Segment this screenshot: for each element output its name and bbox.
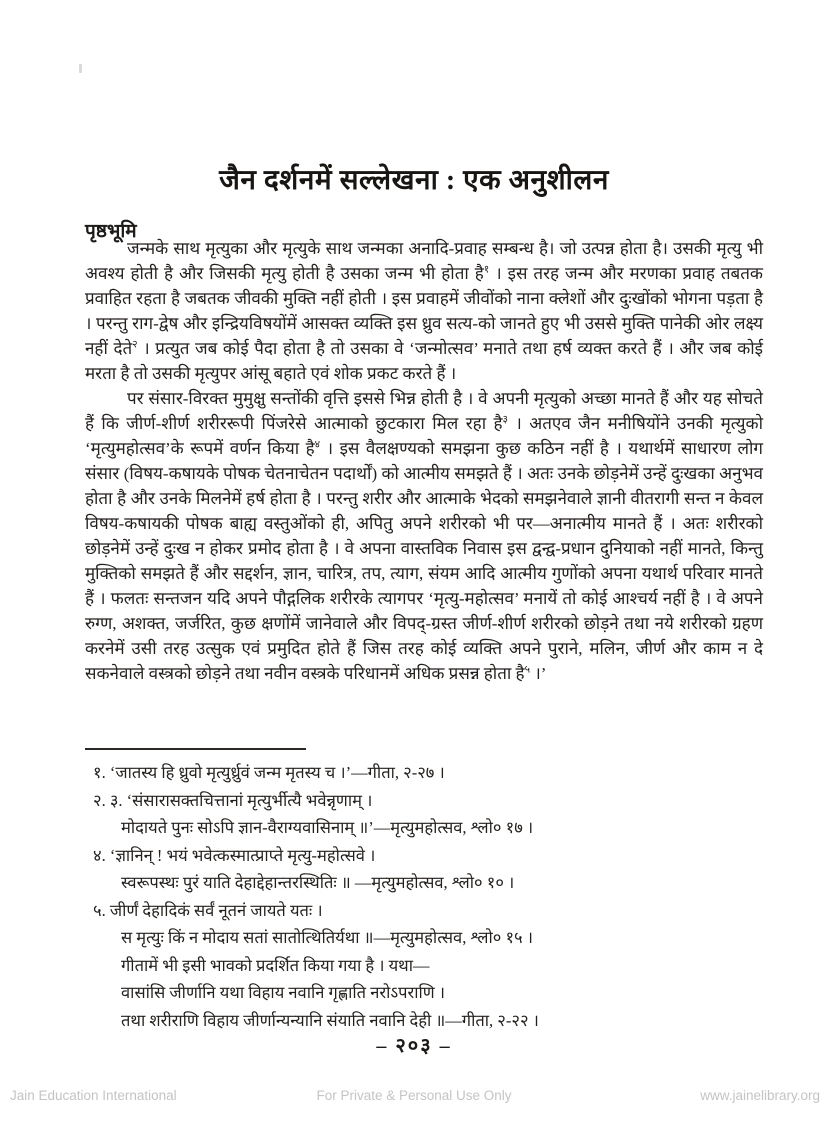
footnote-line: २. ३. ‘संसारासक्तचित्तानां मृत्युर्भीत्यै भवेन्नृणाम् । (93, 790, 373, 810)
footnote-line: मोदायते पुनः सोऽपि ज्ञान-वैराग्यवासिनाम् ॥’—मृत्युमहोत्सव, श्लो० १७ । (121, 818, 534, 837)
footnote-line: स मृत्युः किं न मोदाय सतां सातोत्थितिर्यथा ॥—मृत्युमहोत्सव, श्लो० १५ । (121, 928, 533, 947)
footer-usage-note: For Private & Personal Use Only (316, 1088, 512, 1103)
footnote-line: वासांसि जीर्णानि यथा विहाय नवानि गृह्णाति नरोऽपराणि । (121, 983, 446, 1002)
footnote-ref: ४ (314, 439, 321, 451)
footnote-ref: २ (132, 339, 138, 351)
footnote-ref: ३ (502, 414, 509, 426)
page-title: जैन दर्शनमें सल्लेखना : एक अनुशीलन (219, 164, 609, 196)
footnote-line: १. ‘जातस्य हि ध्रुवो मृत्युर्ध्रुवं जन्म मृतस्य च ।’—गीता, २-२७ । (93, 763, 445, 782)
footnote-line: गीतामें भी इसी भावको प्रदर्शित किया गया है । यथा— (121, 955, 430, 975)
body-text (85, 236, 763, 686)
footnotes-list (85, 759, 765, 1034)
footnote-ref: ५ (524, 664, 531, 676)
scan-artifact (79, 64, 82, 73)
footer-publisher: Jain Education International (10, 1088, 177, 1103)
paragraph: पर संसार-विरक्त मुमुक्षु सन्तोंकी वृत्ति इससे भिन्न होती है । वे अपनी मृत्युको अच्छा मानते हैं और यह सोचते हैं कि जीर्ण-शीर्ण शरीररूपी पिंजरेसे आत्माको छुटकारा मिल रहा है$^३$ । अतएव जैन मनीषियोंने उनकी मृत्युको ‘मृत्युमहोत्सव’के रूपमें वर्णन किया है$^४$ । इस वैलक्षण्यको समझना कुछ कठिन नहीं है । यथार्थमें साधारण लोग संसार (विषय-कषायके पोषक चेतनाचेतन पदार्थों) को आत्मीय समझते हैं । अतः उनके छोड़नेमें उन्हें दुःखका अनुभव होता है और उनके मिलनेमें हर्ष होता है । परन्तु शरीर और आत्माके भेदको समझनेवाले ज्ञानी वीतरागी सन्त न केवल विषय-कषायकी पोषक बाह्य वस्तुओंको ही, अपितु अपने शरीरको भी पर—अनात्मीय मानते हैं । अतः शरीरको छोड़नेमें उन्हें दुःख न होकर प्रमोद होता है । वे अपना वास्तविक निवास इस द्वन्द्व-प्रधान दुनियाको नहीं मानते, किन्तु मुक्तिको समझते हैं और सद्दर्शन, ज्ञान, चारित्र, तप, त्याग, संयम आदि आत्मीय गुणोंको अपना यथार्थ परिवार मानते हैं । फलतः सन्तजन यदि अपने पौद्गलिक शरीरके त्यागपर ‘मृत्यु-महोत्सव’ मनायें तो कोई आश्चर्य नहीं है । वे अपने रुग्ण, अशक्त, जर्जरित, कुछ क्षणोंमें जानेवाले और विपद्-ग्रस्त जीर्ण-शीर्ण शरीरको छोड़ने तथा नये शरीरको ग्रहण करनेमें उसी तरह उत्सुक एवं प्रमुदित होते हैं जिस तरह कोई व्यक्ति अपने पुराने, मलिन, जीर्ण और काम न दे सकनेवाले वस्त्रको छोड़ने तथा नवीन वस्त्रके परिधानमें अधिक प्रसन्न होता है$^५$ ।’ (85, 389, 763, 683)
page-footer (0, 1088, 828, 1108)
footnote-separator (85, 748, 306, 750)
footnote-line: स्वरूपस्थः पुरं याति देहाद्देहान्तरस्थितिः ॥ —मृत्युमहोत्सव, श्लो० १० । (121, 873, 515, 892)
footnote-line: तथा शरीराणि विहाय जीर्णान्यन्यानि संयाति नवानि देही ॥—गीता, २-२२ । (121, 1010, 539, 1030)
footnote-line: ४. ‘ज्ञानिन् ! भयं भवेत्कस्मात्प्राप्ते मृत्यु-महोत्सवे । (93, 845, 376, 865)
page-number: – २०३ – (376, 1035, 452, 1057)
paragraph: जन्मके साथ मृत्युका और मृत्युके साथ जन्मका अनादि-प्रवाह सम्बन्ध है। जो उत्पन्न होता है। उसकी मृत्यु भी अवश्य होती है और जिसकी मृत्यु होती है उसका जन्म भी होता है$^१$ । इस तरह जन्म और मरणका प्रवाह तबतक प्रवाहित रहता है जबतक जीवकी मुक्ति नहीं होती । इस प्रवाहमें जीवोंको नाना क्लेशों और दुःखोंको भोगना पड़ता है । परन्तु राग-द्वेष और इन्द्रियविषयोंमें आसक्त व्यक्ति इस ध्रुव सत्य-को जानते हुए भी उससे मुक्ति पानेकी ओर लक्ष्य नहीं देते$^२$ । प्रत्युत जब कोई पैदा होता है तो उसका वे ‘जन्मोत्सव’ मनाते तथा हर्ष व्यक्त करते हैं । और जब कोई मरता है तो उसकी मृत्युपर आंसू बहाते एवं शोक प्रकट करते हैं । (85, 239, 763, 383)
footnote-ref: १ (483, 264, 490, 276)
footer-website: www.jainelibrary.org (700, 1088, 820, 1103)
footnote-line: ५. जीर्णं देहादिकं सर्वं नूतनं जायते यतः । (93, 900, 323, 920)
section-heading: पृष्ठभूमि (85, 220, 137, 242)
